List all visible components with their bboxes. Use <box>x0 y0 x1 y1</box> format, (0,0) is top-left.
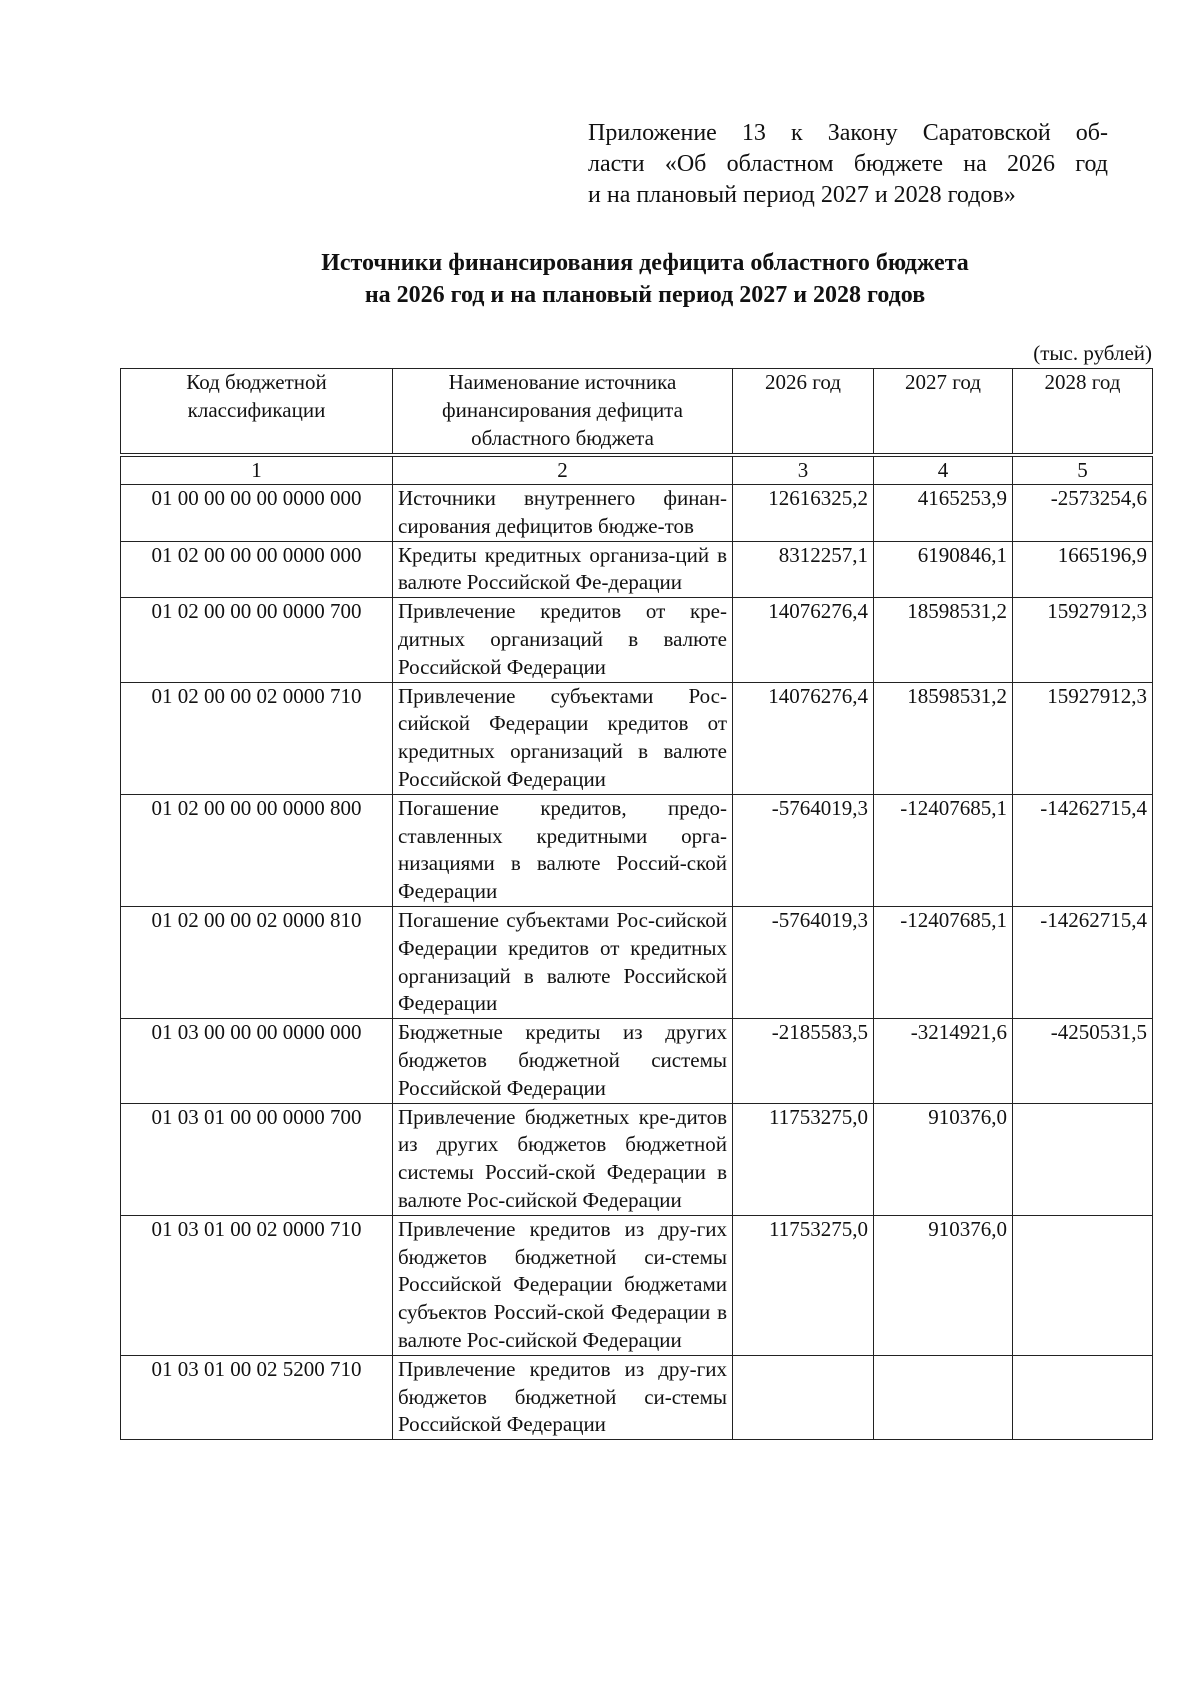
table-row <box>121 794 1153 906</box>
value-2028: 1665196,9 <box>1013 541 1153 598</box>
name-cell: Бюджетные кредиты из других бюджетов бюджетной системы Российской Федерации <box>393 1019 733 1103</box>
code-cell: 01 03 01 00 00 0000 700 <box>121 1103 393 1215</box>
table-row <box>121 1103 1153 1215</box>
name-cell: Источники внутреннего финан-сирования дефицитов бюдже-тов <box>393 485 733 542</box>
name-cell: Привлечение кредитов из дру-гих бюджетов бюджетной си-стемы Российской Федерации <box>393 1355 733 1439</box>
code-cell: 01 02 00 00 00 0000 700 <box>121 598 393 682</box>
value-2026: -5764019,3 <box>733 794 874 906</box>
value-2026: 8312257,1 <box>733 541 874 598</box>
value-2027: 910376,0 <box>874 1215 1013 1355</box>
appendix-line: Приложение 13 к Закону Саратовской об- <box>588 120 1108 146</box>
table-row <box>121 541 1153 598</box>
value-2027: -12407685,1 <box>874 906 1013 1018</box>
value-2026: 12616325,2 <box>733 485 874 542</box>
code-cell: 01 02 00 00 02 0000 810 <box>121 906 393 1018</box>
appendix-line: ласти «Об областном бюджете на 2026 год <box>588 151 1108 177</box>
value-2028 <box>1013 1355 1153 1439</box>
table-row <box>121 598 1153 682</box>
value-2027: 4165253,9 <box>874 485 1013 542</box>
value-2026: 14076276,4 <box>733 598 874 682</box>
value-2028: -14262715,4 <box>1013 794 1153 906</box>
column-number: 5 <box>1013 455 1153 485</box>
value-2028: -4250531,5 <box>1013 1019 1153 1103</box>
title-line: на 2026 год и на плановый период 2027 и 2028 годов <box>364 282 926 308</box>
table-row <box>121 1355 1153 1439</box>
value-2026 <box>733 1355 874 1439</box>
appendix-note <box>588 118 1108 211</box>
value-2027: -3214921,6 <box>874 1019 1013 1103</box>
code-cell: 01 02 00 00 02 0000 710 <box>121 682 393 794</box>
name-cell: Привлечение кредитов от кре-дитных организаций в валюте Российской Федерации <box>393 598 733 682</box>
title-line: Источники финансирования дефицита областного бюджета <box>321 250 969 276</box>
header-2027: 2027 год <box>874 369 1013 456</box>
name-cell: Привлечение субъектами Рос-сийской Федерации кредитов от кредитных организаций в валюте Российской Федерации <box>393 682 733 794</box>
column-number: 4 <box>874 455 1013 485</box>
table-row <box>121 1215 1153 1355</box>
budget-sources-table <box>120 368 1153 1440</box>
code-cell: 01 03 01 00 02 0000 710 <box>121 1215 393 1355</box>
code-cell: 01 00 00 00 00 0000 000 <box>121 485 393 542</box>
value-2026: 11753275,0 <box>733 1215 874 1355</box>
header-2026: 2026 год <box>733 369 874 456</box>
value-2028: 15927912,3 <box>1013 682 1153 794</box>
name-cell: Привлечение бюджетных кре-дитов из других бюджетов бюджетной системы Россий-ской Федерации в валюте Рос-сийской Федерации <box>393 1103 733 1215</box>
value-2027 <box>874 1355 1013 1439</box>
code-cell: 01 02 00 00 00 0000 800 <box>121 794 393 906</box>
value-2028: 15927912,3 <box>1013 598 1153 682</box>
code-cell: 01 03 00 00 00 0000 000 <box>121 1019 393 1103</box>
value-2026: -2185583,5 <box>733 1019 874 1103</box>
column-number: 1 <box>121 455 393 485</box>
table-header-row <box>121 369 1153 456</box>
table-row <box>121 682 1153 794</box>
header-code: Код бюджетной классификации <box>121 369 393 456</box>
table-row <box>121 906 1153 1018</box>
value-2028: -2573254,6 <box>1013 485 1153 542</box>
column-number: 3 <box>733 455 874 485</box>
value-2027: -12407685,1 <box>874 794 1013 906</box>
appendix-line: и на плановый период 2027 и 2028 годов» <box>588 182 1016 208</box>
value-2027: 6190846,1 <box>874 541 1013 598</box>
value-2028 <box>1013 1103 1153 1215</box>
column-number: 2 <box>393 455 733 485</box>
name-cell: Погашение кредитов, предо-ставленных кредитными орга-низациями в валюте Россий-ской Федерации <box>393 794 733 906</box>
header-name: Наименование источника финансирования дефицита областного бюджета <box>393 369 733 456</box>
value-2026: 11753275,0 <box>733 1103 874 1215</box>
name-cell: Погашение субъектами Рос-сийской Федерации кредитов от кредитных организаций в валюте Российской Федерации <box>393 906 733 1018</box>
header-2028: 2028 год <box>1013 369 1153 456</box>
name-cell: Привлечение кредитов из дру-гих бюджетов бюджетной си-стемы Российской Федерации бюджетами субъектов Россий-ской Федерации в валюте Рос-сийской Федерации <box>393 1215 733 1355</box>
document-title <box>120 247 1170 311</box>
table-row <box>121 1019 1153 1103</box>
table-row <box>121 485 1153 542</box>
value-2028 <box>1013 1215 1153 1355</box>
value-2028: -14262715,4 <box>1013 906 1153 1018</box>
code-cell: 01 02 00 00 00 0000 000 <box>121 541 393 598</box>
name-cell: Кредиты кредитных организа-ций в валюте Российской Фе-дерации <box>393 541 733 598</box>
code-cell: 01 03 01 00 02 5200 710 <box>121 1355 393 1439</box>
value-2027: 18598531,2 <box>874 598 1013 682</box>
column-number-row <box>121 455 1153 485</box>
units-label: (тыс. рублей) <box>1033 341 1152 365</box>
value-2027: 18598531,2 <box>874 682 1013 794</box>
value-2027: 910376,0 <box>874 1103 1013 1215</box>
value-2026: -5764019,3 <box>733 906 874 1018</box>
value-2026: 14076276,4 <box>733 682 874 794</box>
